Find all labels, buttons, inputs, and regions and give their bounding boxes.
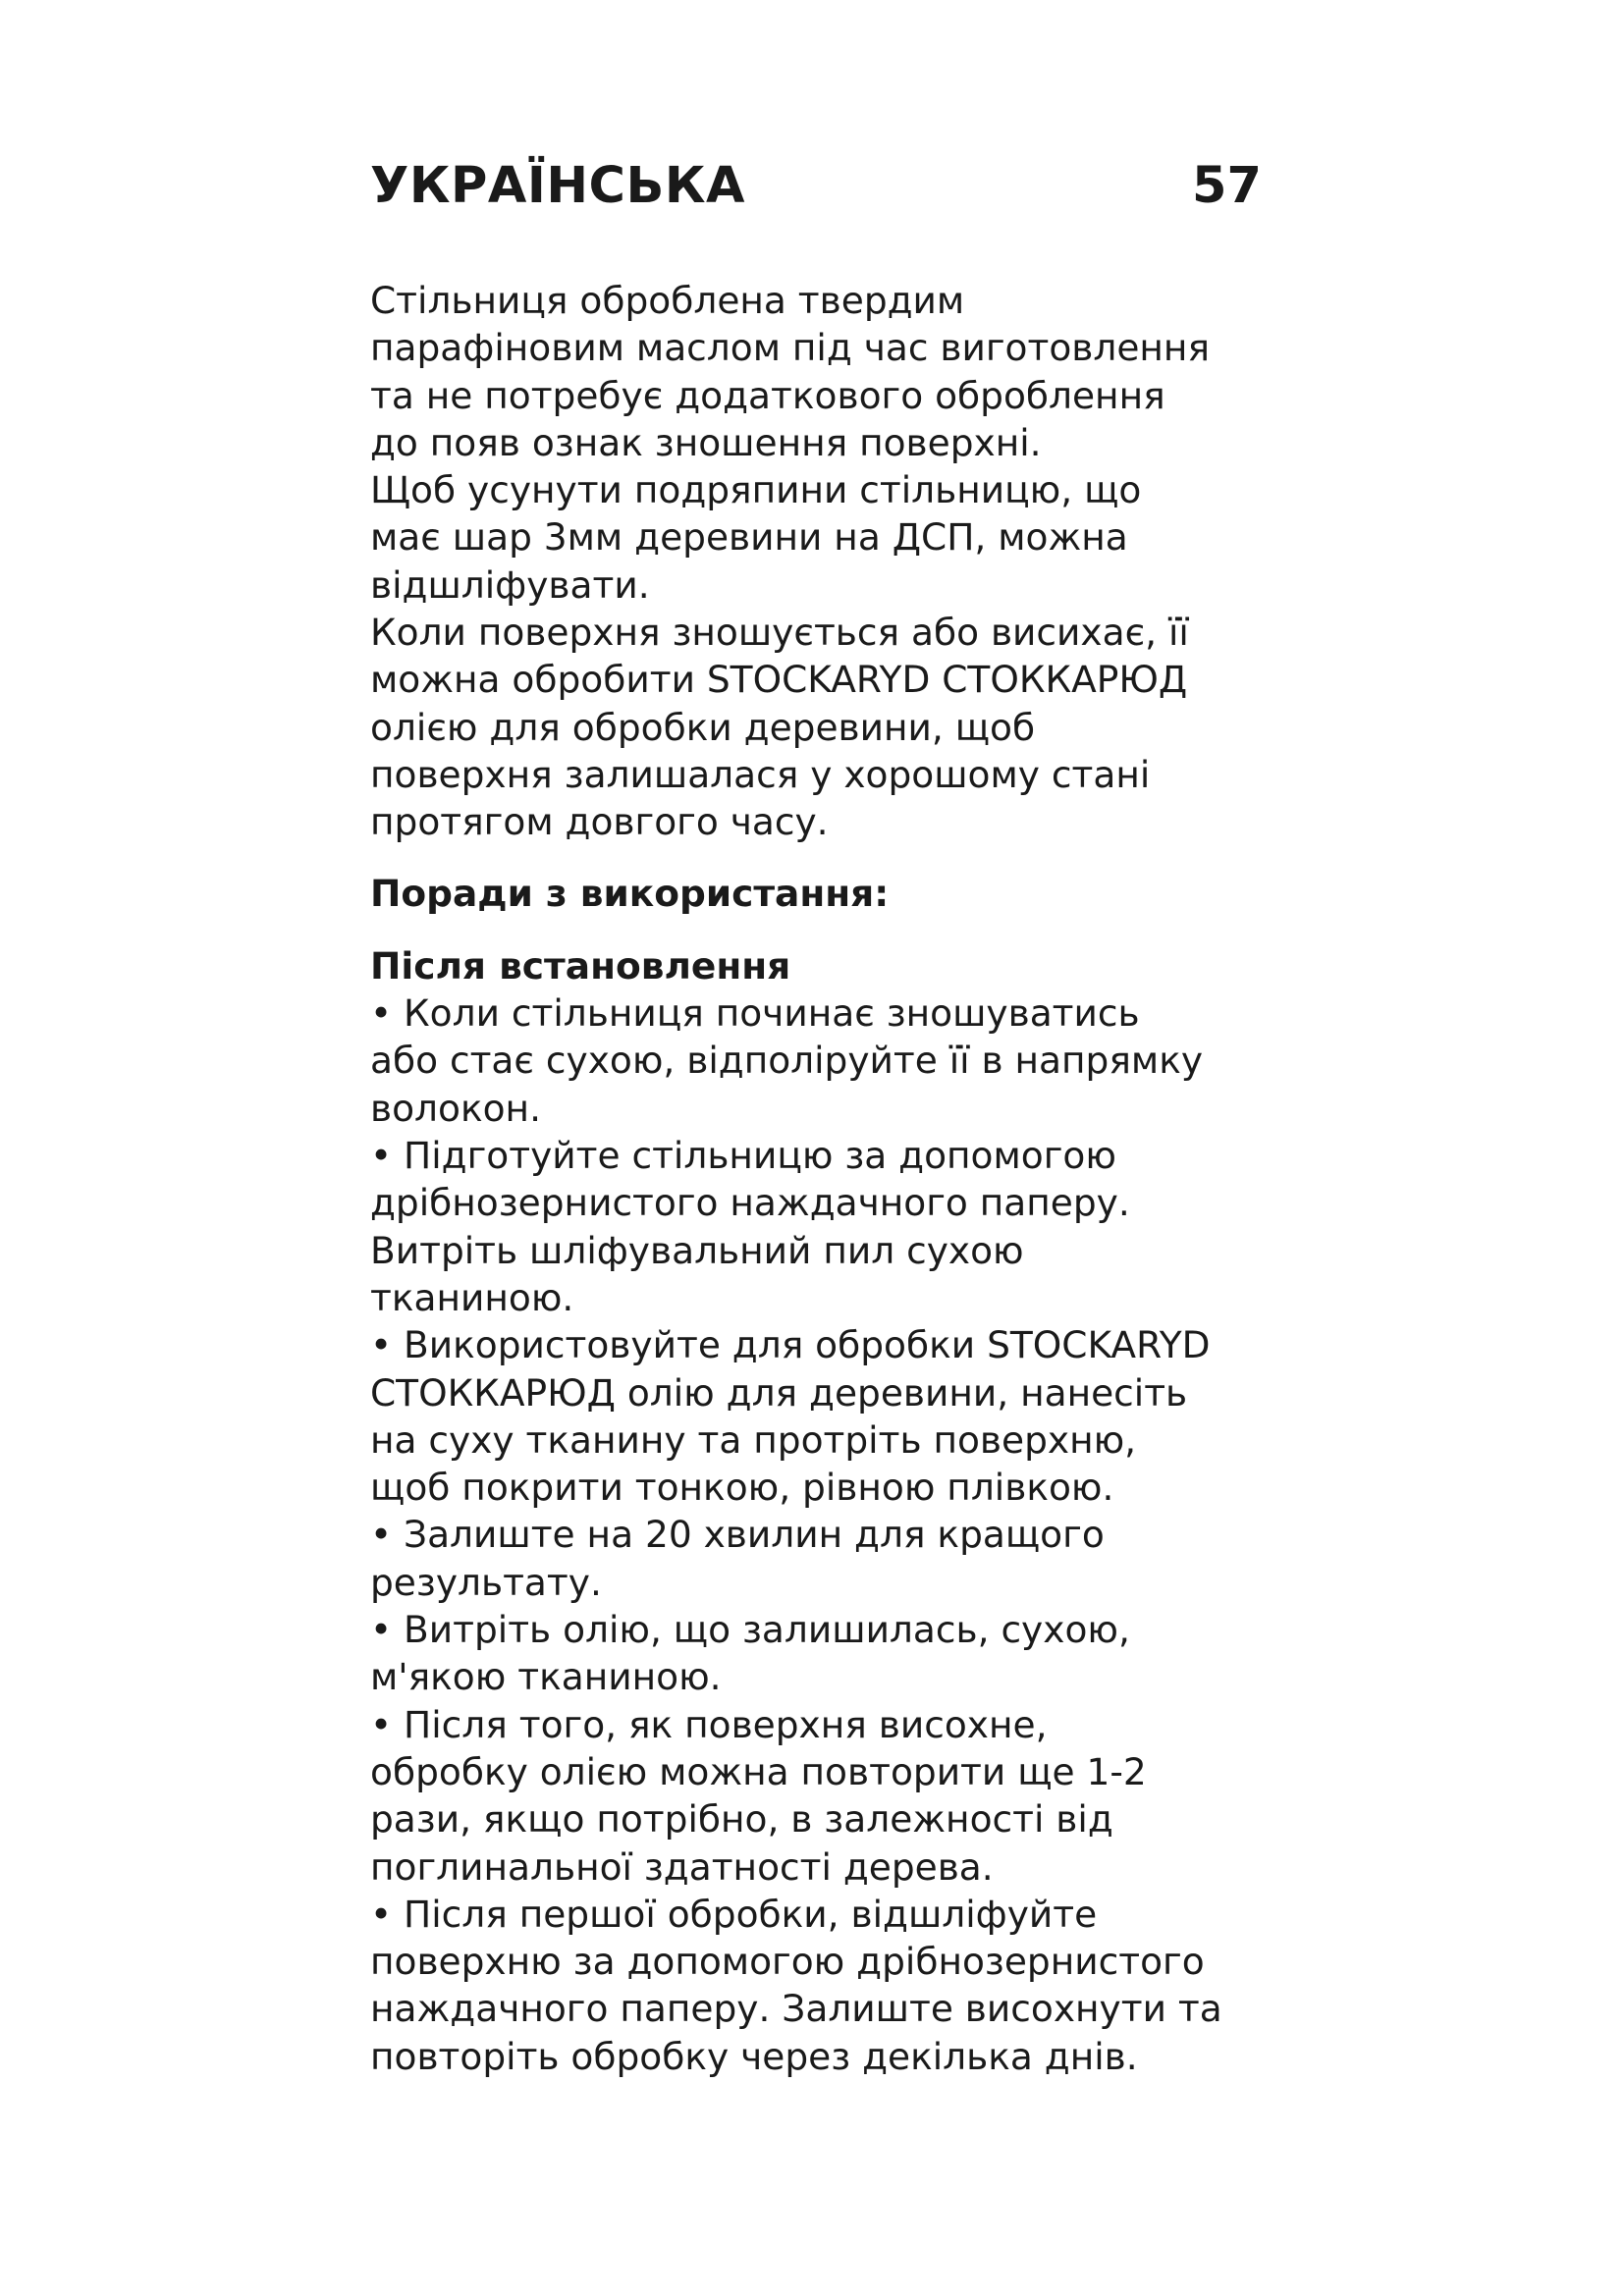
tip-line: волокон.: [370, 1086, 541, 1130]
tip-line: повторіть обробку через декілька днів.: [370, 2034, 1138, 2078]
subsection-heading: Після встановлення: [370, 943, 791, 988]
tip-line: або стає сухою, відполіруйте її в напрямку: [370, 1039, 1204, 1083]
tip-line: обробку олією можна повторити ще 1-2: [370, 1749, 1147, 1793]
tip-line: • Витріть олію, що залишилась, сухою,: [370, 1608, 1130, 1652]
tip-line: тканиною.: [370, 1275, 574, 1319]
text-line: олією для обробки деревини, щоб: [370, 705, 1036, 749]
tip-line: щоб покрити тонкою, рівною плівкою.: [370, 1466, 1114, 1510]
tip-line: Витріть шліфувальний пил сухою: [370, 1228, 1024, 1272]
text-line: поверхня залишалася у хорошому стані: [370, 752, 1151, 796]
tip-line: • Коли стільниця починає зношуватись: [370, 991, 1140, 1036]
tip-line: рази, якщо потрібно, в залежності від: [370, 1797, 1113, 1842]
tip-line: результату.: [370, 1560, 602, 1604]
tip-line: • Використовуйте для обробки STOCKARYD: [370, 1323, 1211, 1367]
tip-line: поверхню за допомогою дрібнозернистого: [370, 1940, 1205, 1984]
text-line: Щоб усунути подряпини стільницю, що: [370, 468, 1142, 512]
text-line: Стільниця оброблена твердим: [370, 279, 965, 322]
tip-line: м'якою тканиною.: [370, 1655, 722, 1699]
tip-line: на суху тканину та протріть поверхню,: [370, 1417, 1137, 1462]
tip-line: поглинальної здатності дерева.: [370, 1844, 994, 1889]
tip-line: • Після того, як поверхня висохне,: [370, 1702, 1048, 1746]
text-line: парафіновим маслом під час виготовлення: [370, 326, 1211, 370]
tip-line: СТОККАРЮД олію для деревини, нанесіть: [370, 1370, 1188, 1415]
text-line: та не потребує додаткового оброблення: [370, 373, 1165, 417]
text-line: до появ ознак зношення поверхні.: [370, 420, 1042, 464]
tip-line: наждачного паперу. Залиште висохнути та: [370, 1987, 1222, 2031]
text-line: можна обробити STOCKARYD СТОККАРЮД: [370, 658, 1188, 702]
tips-list: [370, 989, 1273, 2080]
page-number: 57: [1192, 157, 1262, 215]
tip-line: • Залиште на 20 хвилин для кращого: [370, 1513, 1105, 1557]
text-line: Коли поверхня зношується або висихає, її: [370, 611, 1189, 655]
page-title: УКРАЇНСЬКА: [370, 157, 745, 215]
tip-line: дрібнозернистого наждачного паперу.: [370, 1181, 1130, 1225]
intro-paragraph: [370, 277, 1273, 846]
tip-line: • Після першої обробки, відшліфуйте: [370, 1892, 1098, 1936]
section-heading: Поради з використання:: [370, 871, 890, 915]
document-page: [370, 157, 1273, 2080]
page-header: [370, 157, 1262, 216]
text-line: має шар 3мм деревини на ДСП, можна: [370, 515, 1128, 560]
tip-line: • Підготуйте стільницю за допомогою: [370, 1134, 1116, 1178]
text-line: протягом довгого часу.: [370, 800, 829, 844]
text-line: відшліфувати.: [370, 562, 650, 607]
